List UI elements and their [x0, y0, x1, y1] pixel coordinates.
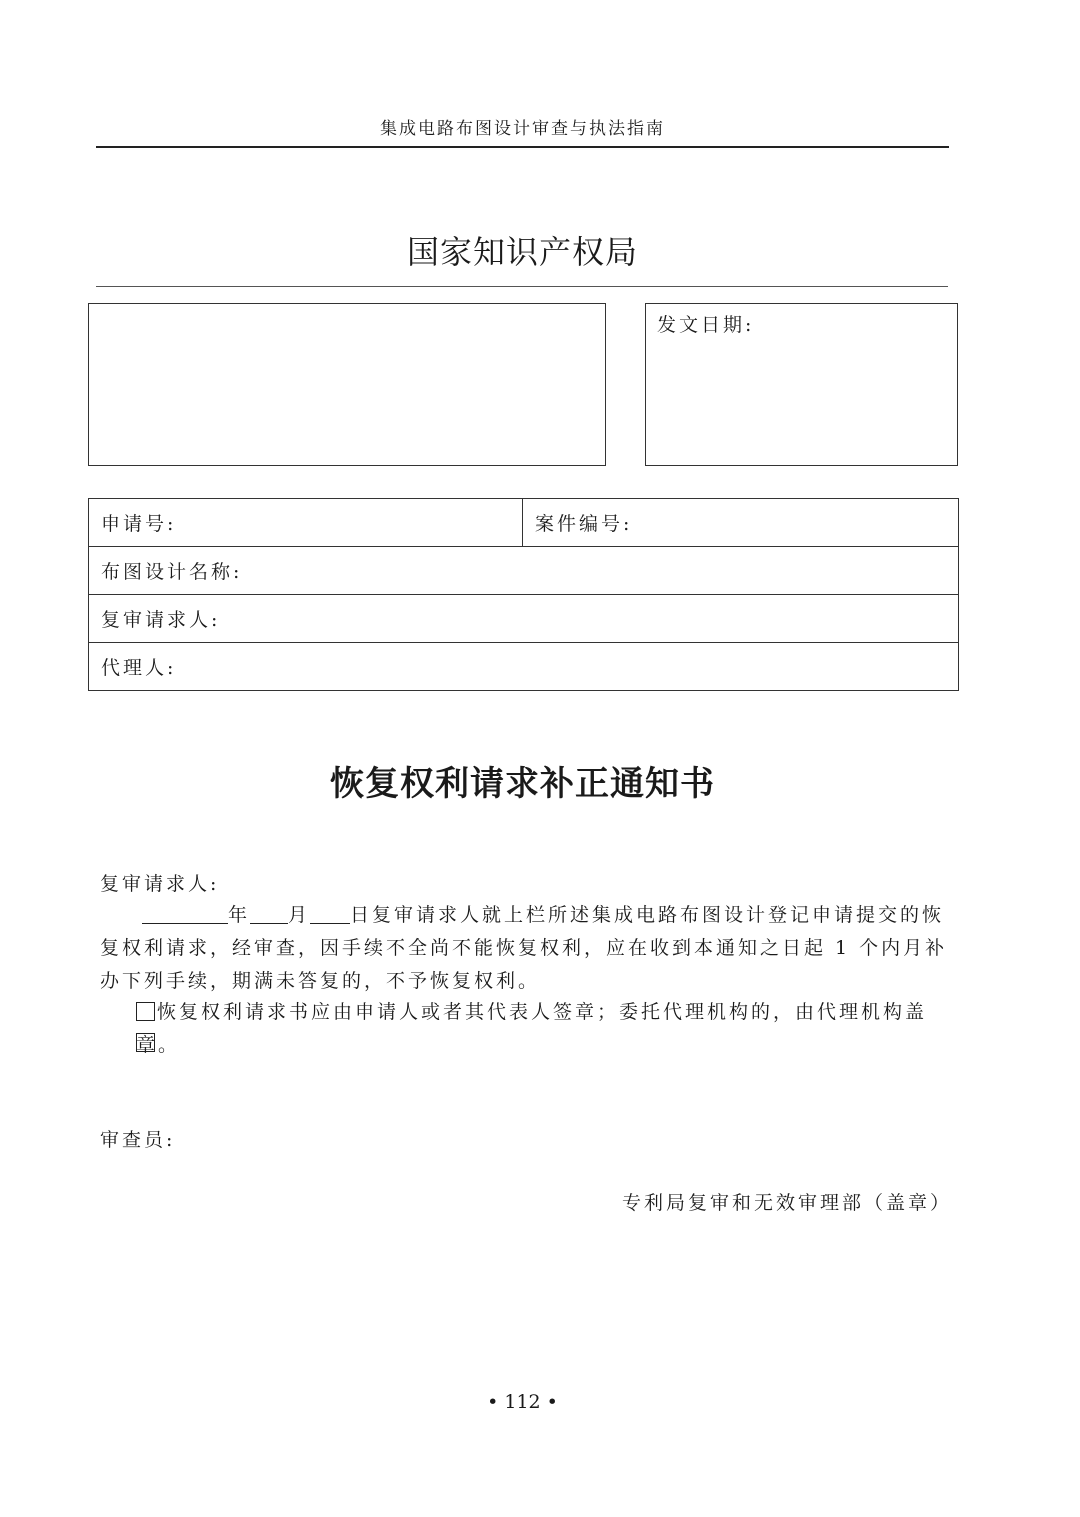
- checkbox[interactable]: [136, 1002, 155, 1021]
- issue-date-box: [645, 303, 958, 466]
- table-row: [89, 595, 959, 643]
- examiner-label: 审查员:: [100, 1129, 176, 1151]
- month-blank: [250, 903, 288, 924]
- running-header: 集成电路布图设计审查与执法指南: [380, 119, 665, 139]
- table-row: [89, 499, 959, 547]
- notice-title: 恢复权利请求补正通知书: [330, 764, 715, 804]
- agency-rule: [96, 286, 948, 287]
- header-rule: [96, 146, 949, 148]
- month-label: 月: [288, 904, 311, 926]
- day-blank: [310, 903, 350, 924]
- notice-paragraph: [100, 899, 950, 998]
- table-row: [89, 547, 959, 595]
- page-number: • 112 •: [487, 1391, 558, 1413]
- table-row: [89, 643, 959, 691]
- checklist-item-text: 恢复权利请求书应由申请人或者其代表人签章；委托代理机构的，由代理机构盖章。: [136, 1001, 928, 1056]
- salutation: 复审请求人:: [100, 873, 220, 895]
- checkbox[interactable]: [136, 1033, 155, 1052]
- agency-name: 国家知识产权局: [406, 233, 638, 271]
- case-number-field: 案件编号:: [523, 499, 959, 547]
- issue-date-label: 发文日期:: [657, 314, 755, 336]
- year-blank: [142, 903, 228, 924]
- case-info-table: [88, 498, 959, 691]
- application-number-field: 申请号:: [89, 499, 523, 547]
- department-seal-line: 专利局复审和无效审理部（盖章）: [622, 1192, 953, 1214]
- requester-field: 复审请求人:: [89, 595, 959, 643]
- agent-field: 代理人:: [89, 643, 959, 691]
- checklist-item: [136, 996, 956, 1062]
- year-label: 年: [228, 904, 251, 926]
- address-box: [88, 303, 606, 466]
- checklist-item: [136, 1027, 157, 1060]
- paragraph-text: 日复审请求人就上栏所述集成电路布图设计登记申请提交的恢复权利请求，经审查，因手续不全尚不能恢复权利，应在收到本通知之日起 1 个内月补办下列手续，期满未答复的，不予恢复权利。: [100, 904, 948, 992]
- design-name-field: 布图设计名称:: [89, 547, 959, 595]
